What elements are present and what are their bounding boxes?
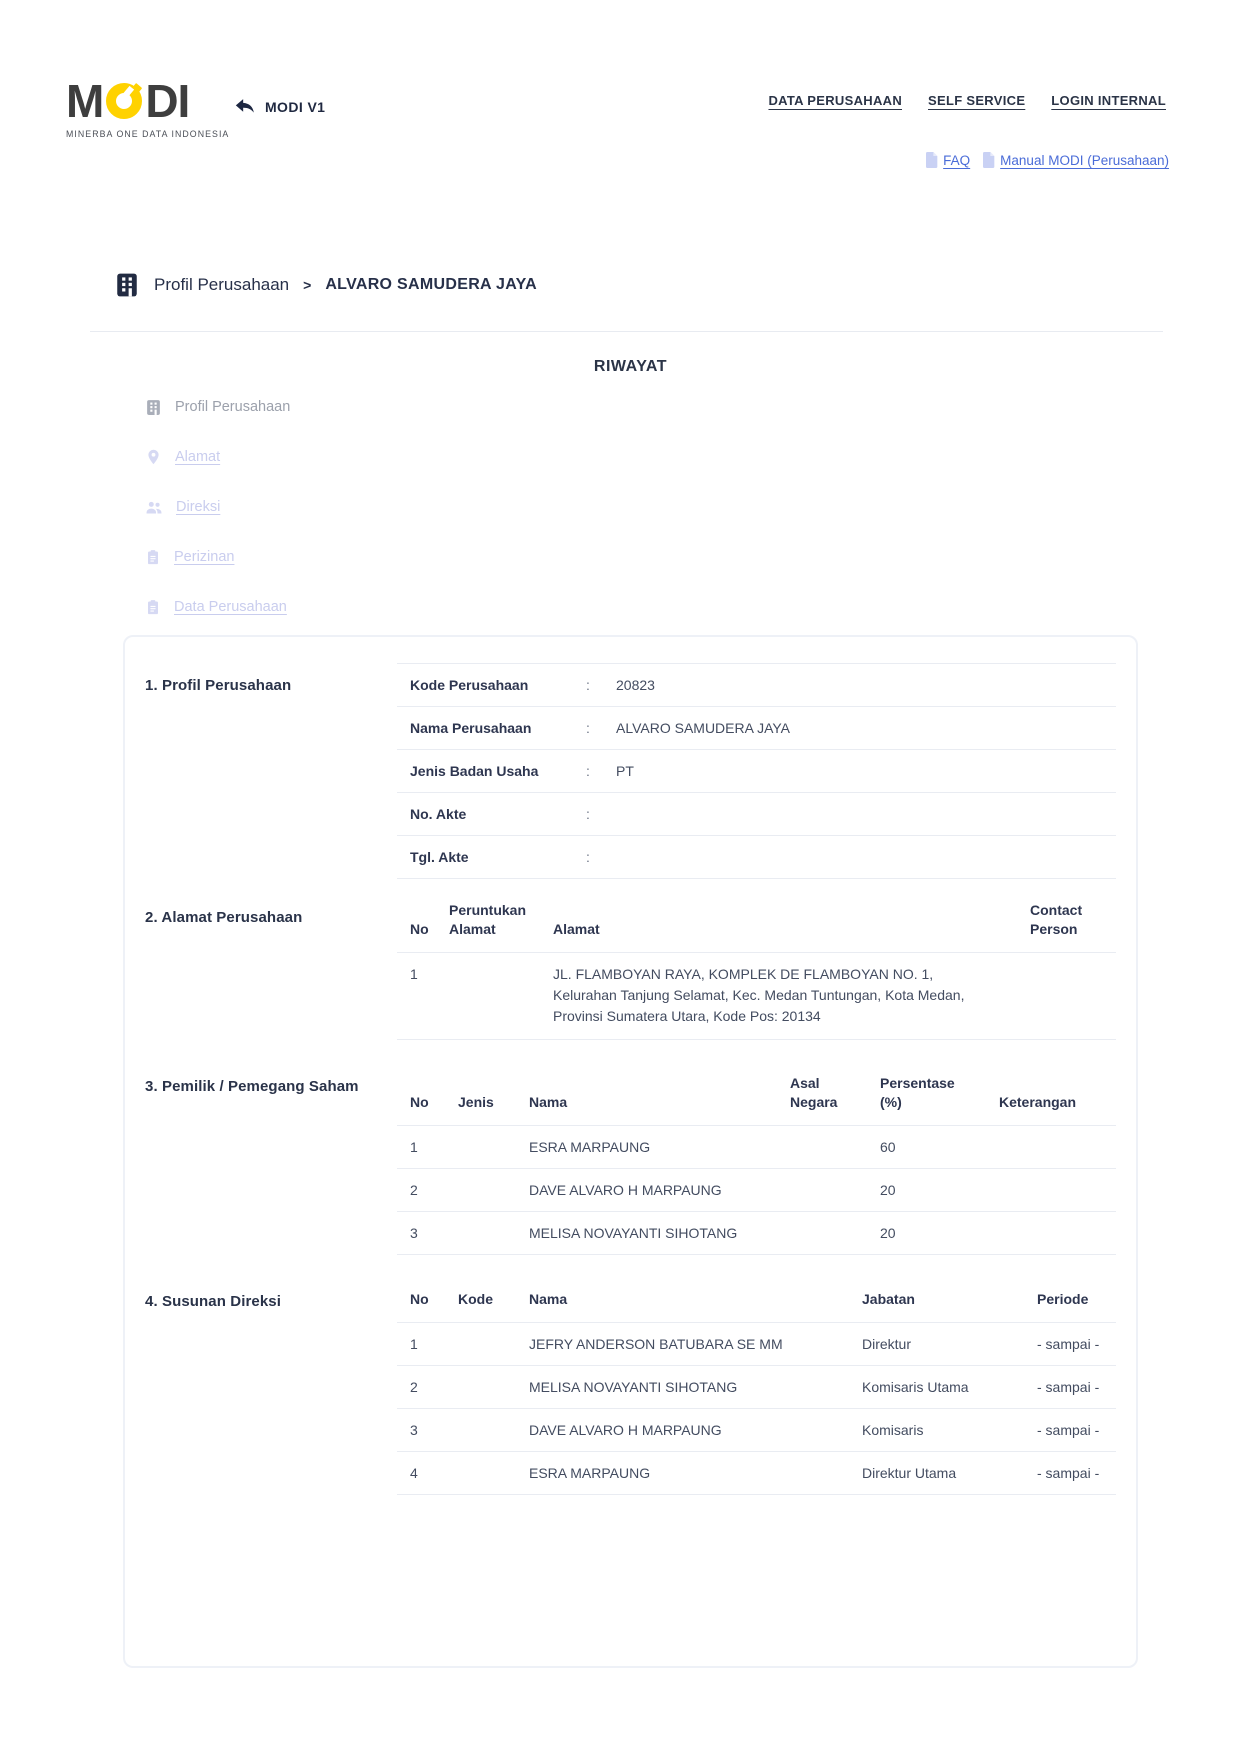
cell-nama: JEFRY ANDERSON BATUBARA SE MM — [529, 1336, 783, 1352]
menu-label: Perizinan — [174, 549, 235, 565]
column-header-no: No — [410, 921, 429, 937]
cell-no: 3 — [410, 1225, 418, 1241]
column-header-contact-person: Contact Person — [1030, 902, 1083, 937]
logo-letters-di: DI — [145, 75, 190, 127]
menu-label: Direksi — [176, 499, 221, 515]
cell-no: 1 — [410, 1139, 418, 1155]
field-colon: : — [586, 849, 590, 865]
menu-label: Alamat — [175, 449, 221, 465]
breadcrumb-divider — [90, 331, 1163, 332]
logo-subtitle: MINERBA ONE DATA INDONESIA — [66, 129, 230, 139]
field-value: 20823 — [616, 677, 655, 693]
saham-table — [397, 1064, 1116, 1255]
cell-periode: - sampai - — [1037, 1465, 1100, 1481]
riwayat-menu — [145, 396, 290, 646]
field-label: Nama Perusahaan — [410, 720, 532, 736]
nav-self-service[interactable]: SELF SERVICE — [928, 93, 1026, 108]
menu-item-direksi[interactable] — [145, 496, 290, 518]
faq-link-label: FAQ — [943, 152, 971, 168]
back-arrow-icon — [234, 98, 256, 115]
table-row — [397, 1452, 1116, 1495]
cell-no: 2 — [410, 1182, 418, 1198]
cell-jabatan: Komisaris — [862, 1422, 924, 1438]
cell-nama: ESRA MARPAUNG — [529, 1465, 651, 1481]
menu-item-perizinan[interactable] — [145, 546, 290, 568]
field-colon: : — [586, 677, 590, 693]
logo-wordmark — [66, 75, 229, 127]
cell-persentase: 20 — [880, 1225, 896, 1241]
manual-modi-link[interactable] — [982, 152, 1169, 168]
field-colon: : — [586, 720, 590, 736]
manual-modi-link-label: Manual MODI (Perusahaan) — [1000, 152, 1169, 168]
pdf-icon — [925, 152, 939, 168]
riwayat-card — [123, 635, 1138, 1668]
column-header-periode: Periode — [1037, 1291, 1089, 1307]
table-header-row — [397, 1064, 1116, 1126]
section-pemilik-pemegang-saham — [125, 1064, 1136, 1255]
cell-persentase: 20 — [880, 1182, 896, 1198]
cell-jabatan: Direktur — [862, 1336, 912, 1352]
breadcrumb — [114, 272, 537, 298]
column-header-jabatan: Jabatan — [862, 1291, 915, 1307]
menu-label: Data Perusahaan — [174, 599, 287, 615]
field-colon: : — [586, 806, 590, 822]
section-profil-perusahaan — [125, 663, 1136, 879]
page-title: RIWAYAT — [593, 358, 668, 375]
back-link-label: MODI V1 — [265, 98, 326, 115]
map-pin-icon — [145, 449, 162, 466]
column-header-jenis: Jenis — [458, 1094, 494, 1110]
column-header-no: No — [410, 1094, 429, 1110]
top-nav — [768, 93, 1166, 108]
cell-jabatan: Komisaris Utama — [862, 1379, 969, 1395]
section-susunan-direksi — [125, 1279, 1136, 1495]
building-icon — [114, 272, 140, 298]
table-row — [397, 1169, 1116, 1212]
column-header-nama: Nama — [529, 1291, 568, 1307]
cell-nama: DAVE ALVARO H MARPAUNG — [529, 1182, 722, 1198]
field-value: ALVARO SAMUDERA JAYA — [616, 720, 791, 736]
column-header-peruntukan-alamat: Peruntukan Alamat — [449, 902, 527, 937]
breadcrumb-root[interactable]: Profil Perusahaan — [154, 275, 290, 294]
section-title: 4. Susunan Direksi — [145, 1293, 282, 1310]
logo-o-icon — [106, 83, 142, 119]
table-row — [397, 707, 1116, 750]
logo-letter-m: M — [66, 75, 104, 127]
menu-label: Profil Perusahaan — [175, 399, 291, 415]
table-row — [397, 750, 1116, 793]
table-row — [397, 664, 1116, 707]
cell-periode: - sampai - — [1037, 1422, 1100, 1438]
cell-alamat: JL. FLAMBOYAN RAYA, KOMPLEK DE FLAMBOYAN NO. 1, Kelurahan Tanjung Selamat, Kec. Medan Tuntungan, Kota Medan, Provinsi Sumatera Utara, Kode Pos: 20134 — [553, 966, 965, 1024]
cell-persentase: 60 — [880, 1139, 896, 1155]
table-row — [397, 836, 1116, 879]
table-row — [397, 1323, 1116, 1366]
cell-no: 4 — [410, 1465, 418, 1481]
table-row — [397, 1409, 1116, 1452]
section-alamat-perusahaan — [125, 895, 1136, 1040]
field-label: No. Akte — [410, 806, 467, 822]
cell-no: 1 — [410, 966, 418, 982]
clipboard-icon — [145, 549, 161, 566]
menu-item-data-perusahaan[interactable] — [145, 596, 290, 618]
profil-table — [397, 663, 1116, 879]
cell-nama: DAVE ALVARO H MARPAUNG — [529, 1422, 722, 1438]
building-icon — [145, 399, 162, 416]
cell-no: 1 — [410, 1336, 418, 1352]
field-label: Jenis Badan Usaha — [410, 763, 539, 779]
menu-item-profil-perusahaan — [145, 396, 290, 418]
column-header-alamat: Alamat — [553, 921, 600, 937]
table-row — [397, 1366, 1116, 1409]
section-title: 1. Profil Perusahaan — [145, 677, 292, 694]
column-header-kode: Kode — [458, 1291, 493, 1307]
cell-no: 2 — [410, 1379, 418, 1395]
cell-jabatan: Direktur Utama — [862, 1465, 957, 1481]
cell-periode: - sampai - — [1037, 1336, 1100, 1352]
cell-nama: MELISA NOVAYANTI SIHOTANG — [529, 1225, 738, 1241]
table-row — [397, 1126, 1116, 1169]
field-colon: : — [586, 763, 590, 779]
clipboard-icon — [145, 599, 161, 616]
table-header-row — [397, 1279, 1116, 1323]
nav-login-internal[interactable]: LOGIN INTERNAL — [1051, 93, 1166, 108]
section-title: 2. Alamat Perusahaan — [145, 909, 303, 926]
alamat-table — [397, 895, 1116, 1040]
column-header-persentase: Persentase (%) — [880, 1075, 955, 1110]
cell-periode: - sampai - — [1037, 1379, 1100, 1395]
people-icon — [145, 499, 163, 516]
table-row — [397, 793, 1116, 836]
breadcrumb-separator: > — [303, 277, 312, 293]
breadcrumb-current-company: ALVARO SAMUDERA JAYA — [325, 276, 537, 293]
menu-item-alamat[interactable] — [145, 446, 290, 468]
nav-data-perusahaan[interactable]: DATA PERUSAHAAN — [768, 93, 903, 108]
column-header-nama: Nama — [529, 1094, 568, 1110]
modi-v1-link[interactable] — [234, 98, 325, 115]
column-header-no: No — [410, 1291, 429, 1307]
field-label: Kode Perusahaan — [410, 677, 529, 693]
direksi-table — [397, 1279, 1116, 1495]
cell-no: 3 — [410, 1422, 418, 1438]
cell-nama: ESRA MARPAUNG — [529, 1139, 651, 1155]
pdf-icon — [982, 152, 996, 168]
table-header-row — [397, 895, 1116, 953]
table-row — [397, 1212, 1116, 1255]
cell-nama: MELISA NOVAYANTI SIHOTANG — [529, 1379, 738, 1395]
doc-links — [925, 152, 1169, 168]
column-header-keterangan: Keterangan — [999, 1094, 1077, 1110]
modi-logo[interactable] — [66, 75, 230, 139]
faq-link[interactable] — [925, 152, 970, 168]
section-title: 3. Pemilik / Pemegang Saham — [145, 1078, 359, 1095]
field-value: PT — [616, 763, 634, 779]
field-label: Tgl. Akte — [410, 849, 469, 865]
table-row — [397, 953, 1116, 1040]
column-header-asal-negara: Asal Negara — [790, 1075, 838, 1110]
